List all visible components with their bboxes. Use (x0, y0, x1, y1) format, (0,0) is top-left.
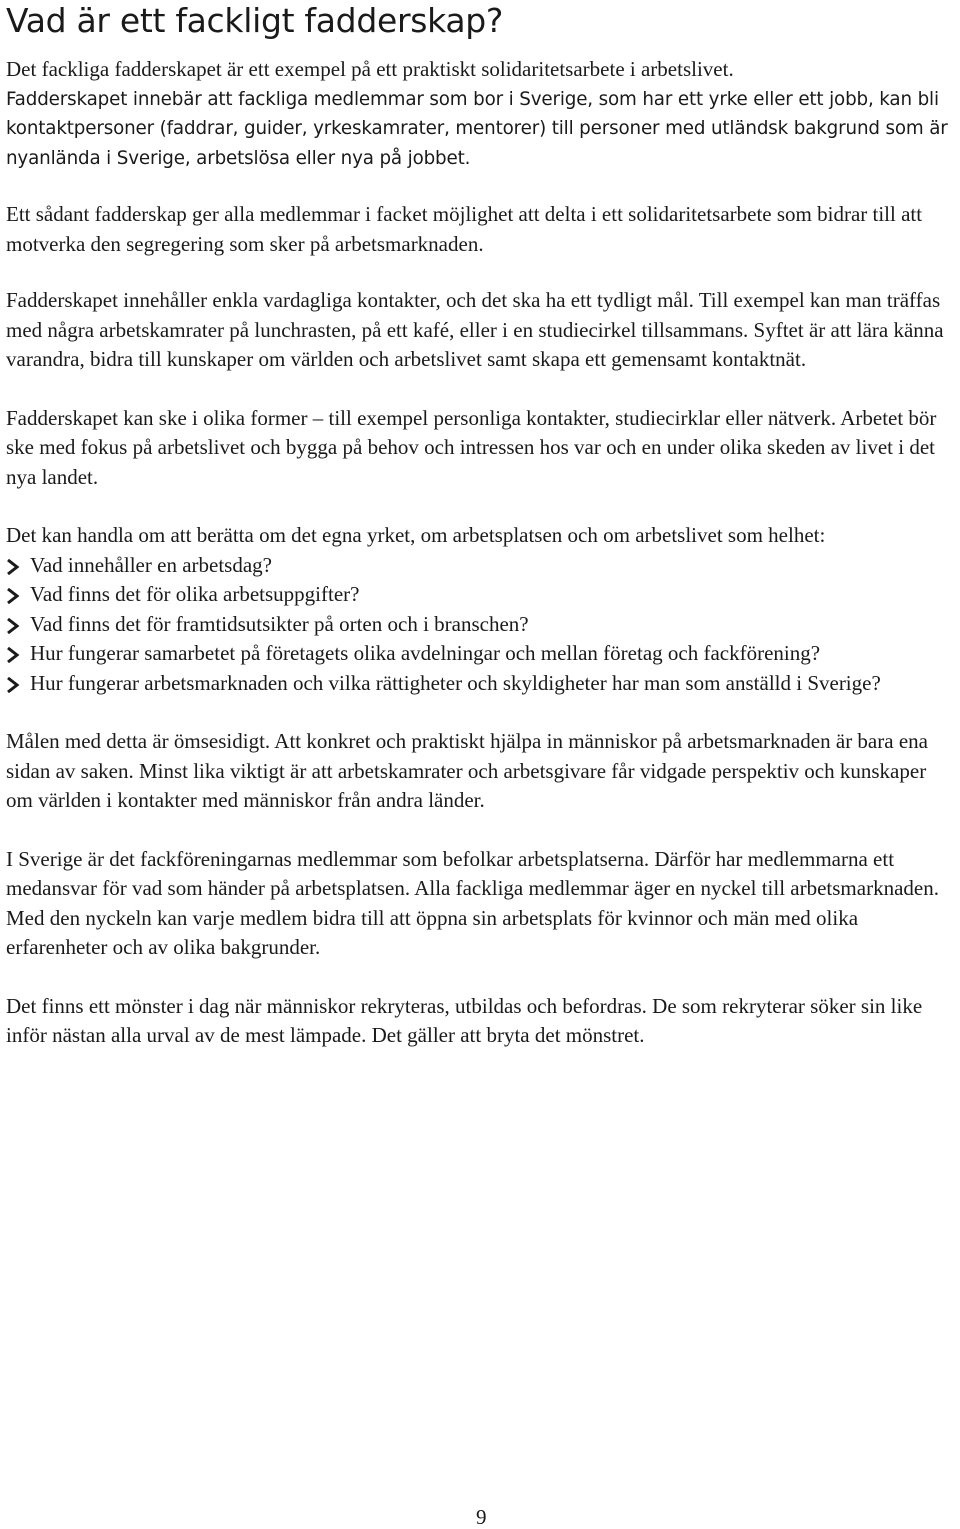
list-item (6, 639, 956, 669)
list-item-text: Hur fungerar samarbetet på företagets olika avdelningar och mellan företag och fackförening? (30, 641, 821, 665)
paragraph-2: Fadderskapet innehåller enkla vardagliga kontakter, och det ska ha ett tydligt mål. Till exempel kan man träffas med några arbetskamrater på lunchrasten, på ett kafé, eller i en studiecirkel tillsammans. Syftet är att lära känna varandra, bidra till kunskaper om världen och arbetslivet samt skapa ett gemensamt kontaktnät. (6, 288, 944, 371)
list-item (6, 669, 956, 699)
chevron-right-icon (6, 618, 20, 634)
chevron-right-icon (6, 559, 20, 575)
chevron-right-icon (6, 588, 20, 604)
list-item-text: Vad finns det för olika arbetsuppgifter? (30, 582, 360, 606)
list-item (6, 610, 956, 640)
closing-paragraph-1: Målen med detta är ömsesidigt. Att konkret och praktiskt hjälpa in människor på arbetsmarknaden är bara ena sidan av saken. Minst lika viktigt är att arbetskamrater och arbetsgivare får vidgade perspektiv och kunskaper om världen i kontakter med människor från andra länder. (6, 729, 928, 812)
list-item (6, 551, 956, 581)
list-item-text: Hur fungerar arbetsmarknaden och vilka rättigheter och skyldigheter har man som anställd i Sverige? (30, 670, 881, 695)
list-item-text: Vad finns det för framtidsutsikter på orten och i branschen? (30, 611, 529, 636)
chevron-right-icon (6, 647, 20, 663)
chevron-right-icon (6, 677, 20, 693)
list-item-text: Vad innehåller en arbetsdag? (30, 552, 272, 577)
paragraph-1: Ett sådant fadderskap ger alla medlemmar i facket möjlighet att delta i ett solidaritetsarbete som bidrar till att motverka den segregering som sker på arbetsmarknaden. (6, 202, 923, 256)
intro-line-2: Fadderskapet innebär att fackliga medlemmar som bor i Sverige, som har ett yrke eller ett jobb, kan bli kontaktpersoner (faddrar, guider, yrkeskamrater, mentorer) till personer med utländsk bakgrund som är nyanlända i Sverige, arbetslösa eller nya på jobbet. (6, 88, 948, 169)
page-number: 9 (476, 1505, 487, 1529)
page-title: Vad är ett fackligt fadderskap? (6, 1, 504, 40)
closing-paragraph-2: I Sverige är det fackföreningarnas medlemmar som befolkar arbetsplatserna. Därför har medlemmarna ett medansvar för vad som händer på arbetsplatsen. Alla fackliga medlemmar äger en nyckel till arbetsmarknaden. Med den nyckeln kan varje medlem bidra till att öppna sin arbetsplats för kvinnor och män med olika erfarenheter och av olika bakgrunder. (6, 846, 939, 959)
paragraph-4: Det kan handla om att berätta om det egna yrket, om arbetsplatsen och om arbetslivet som helhet: (6, 523, 826, 547)
intro-line-1: Det fackliga fadderskapet är ett exempel på ett praktiskt solidaritetsarbete i arbetslivet. (6, 57, 734, 81)
list-item (6, 580, 956, 610)
question-list (6, 551, 956, 699)
closing-paragraph-3: Det finns ett mönster i dag när människor rekryteras, utbildas och befordras. De som rekryterar söker sin like inför nästan alla urval av de mest lämpade. Det gäller att bryta det mönstret. (6, 993, 923, 1047)
paragraph-3: Fadderskapet kan ske i olika former – till exempel personliga kontakter, studiecirklar eller nätverk. Arbetet bör ske med fokus på arbetslivet och bygga på behov och intressen hos var och en under olika skeden av livet i det nya landet. (6, 405, 937, 489)
document-page (6, 0, 956, 1051)
